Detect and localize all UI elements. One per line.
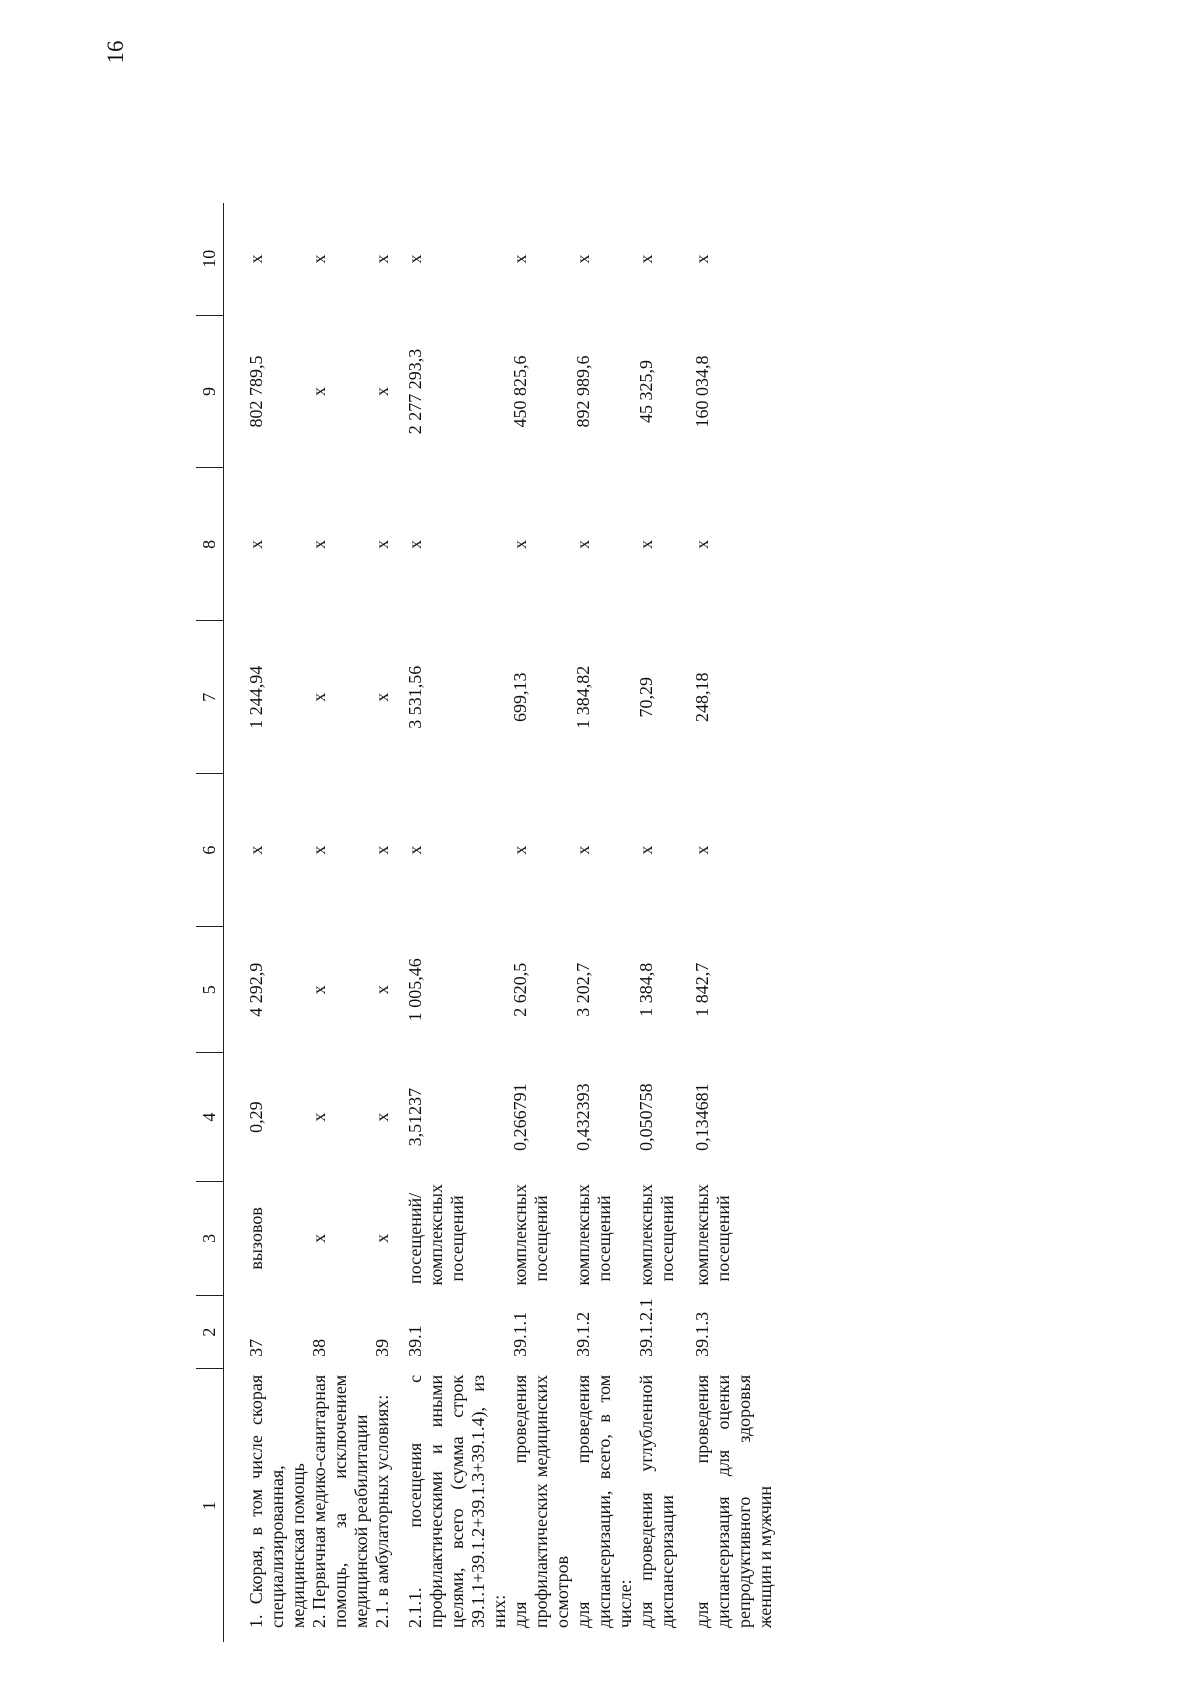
value-cell: х [510,845,530,855]
row-name: для проведения профилактических медицинских осмотров [510,1374,572,1628]
row-name: для проведения диспансеризации, всего, в том числе: [573,1374,635,1628]
header-cell: 8 [196,468,224,621]
row-name: для проведения диспансеризация для оценки репродуктивного здоровья женщин и мужчин [692,1374,775,1628]
value-cell: х [405,539,425,549]
tariff-table [196,50,776,1642]
page-number: 16 [103,40,128,64]
value-cell: х [309,539,329,549]
value-cell: х [573,845,593,855]
value-cell: х [309,692,329,702]
table-row [636,50,692,1642]
value-cell: х [309,845,329,855]
value-cell: х [372,539,392,549]
value-cell: х [636,845,656,855]
value-cell: 1 384,82 [573,665,593,729]
header-row [196,50,224,1642]
value-cell: 450 825,6 [510,355,530,428]
row-name: 2.1. в амбулаторных условиях: [372,1394,392,1628]
value-cell: х [309,387,329,396]
header-cell: 3 [196,1181,224,1295]
value-cell: 0,266791 [510,1083,530,1151]
unit-cell: комплексных посещений [692,1183,733,1286]
unit-cell: комплексных посещений [636,1183,677,1286]
value-cell: х [510,539,530,549]
value-cell: х [372,387,392,396]
header-cell: 10 [196,203,224,315]
value-cell: х [372,985,392,995]
value-cell: х [372,254,392,264]
value-cell: 45 325,9 [636,360,656,423]
table-row [692,50,776,1642]
value-cell: х [510,254,530,264]
value-cell: 70,29 [636,677,656,718]
value-cell: х [309,985,329,995]
value-cell: 3 202,7 [573,962,593,1017]
row-number: 39 [372,1338,392,1357]
table-row [405,50,510,1642]
value-cell: х [246,539,266,549]
value-cell: х [692,845,712,855]
header-cell: 7 [196,621,224,774]
row-number: 38 [309,1338,329,1357]
row-number: 39.1 [405,1325,425,1357]
value-cell: х [372,692,392,702]
value-cell: 802 789,5 [246,355,266,428]
header-cell: 2 [196,1295,224,1368]
value-cell: х [246,254,266,264]
value-cell: 1 842,7 [692,962,712,1017]
value-cell: 1 384,8 [636,962,656,1017]
value-cell: х [405,845,425,855]
value-cell: х [573,254,593,264]
value-cell: 699,13 [510,672,530,722]
value-cell: х [372,1112,392,1122]
row-name: для проведения углубленной диспансеризации [636,1374,677,1628]
value-cell: х [692,539,712,549]
value-cell: 0,134681 [692,1083,712,1151]
header-cell-empty [196,50,224,203]
value-cell: 3,51237 [405,1087,425,1147]
row-number: 39.1.2.1 [636,1298,656,1357]
value-cell: х [636,539,656,549]
row-name: 2.1.1. посещения с профилактическими и иными целями, всего (сумма строк 39.1.1+39.1.2+39.1.3+39.1.4), из них: [405,1374,509,1628]
row-name: 1. Скорая, в том числе скорая специализированная, медицинская помощь [246,1374,308,1628]
value-cell: х [372,845,392,855]
row-number: 37 [246,1338,266,1357]
row-name: 2. Первичная медико-санитарная помощь, за исключением медицинской реабилитации [309,1374,371,1628]
table-row [309,50,372,1642]
value-cell: х [309,1112,329,1122]
rotated-table-frame [196,50,1036,1642]
value-cell: 0,050758 [636,1083,656,1151]
value-cell: 1 244,94 [246,665,266,729]
unit-cell: комплексных посещений [573,1183,614,1286]
value-cell: 2 277 293,3 [405,348,425,435]
table-row [224,50,310,1642]
unit-cell: х [372,1233,392,1243]
row-number: 39.1.1 [510,1311,530,1357]
value-cell: 1 005,46 [405,958,425,1022]
value-cell: 248,18 [692,672,712,722]
value-cell: 0,432393 [573,1083,593,1151]
value-cell: 892 989,6 [573,355,593,428]
value-cell: х [309,254,329,264]
value-cell: х [636,254,656,264]
header-cell: 5 [196,927,224,1053]
header-cell: 6 [196,774,224,927]
value-cell: х [573,539,593,549]
value-cell: 160 034,8 [692,355,712,428]
value-cell: х [692,254,712,264]
header-cell: 9 [196,315,224,468]
header-cell: 1 [196,1369,224,1642]
value-cell: 4 292,9 [246,962,266,1017]
value-cell: 0,29 [246,1101,266,1133]
table-row [510,50,573,1642]
unit-cell: посещений/ комплексных посещений [405,1183,467,1286]
unit-cell: вызовов [246,1207,266,1270]
table-row [372,50,405,1642]
value-cell: 3 531,56 [405,665,425,729]
table-row [573,50,636,1642]
value-cell: 2 620,5 [510,962,530,1017]
value-cell: х [246,845,266,855]
row-number: 39.1.2 [573,1311,593,1357]
unit-cell: х [309,1233,329,1243]
value-cell: х [405,254,425,264]
row-number: 39.1.3 [692,1311,712,1357]
header-cell: 4 [196,1053,224,1181]
unit-cell: комплексных посещений [510,1183,551,1286]
